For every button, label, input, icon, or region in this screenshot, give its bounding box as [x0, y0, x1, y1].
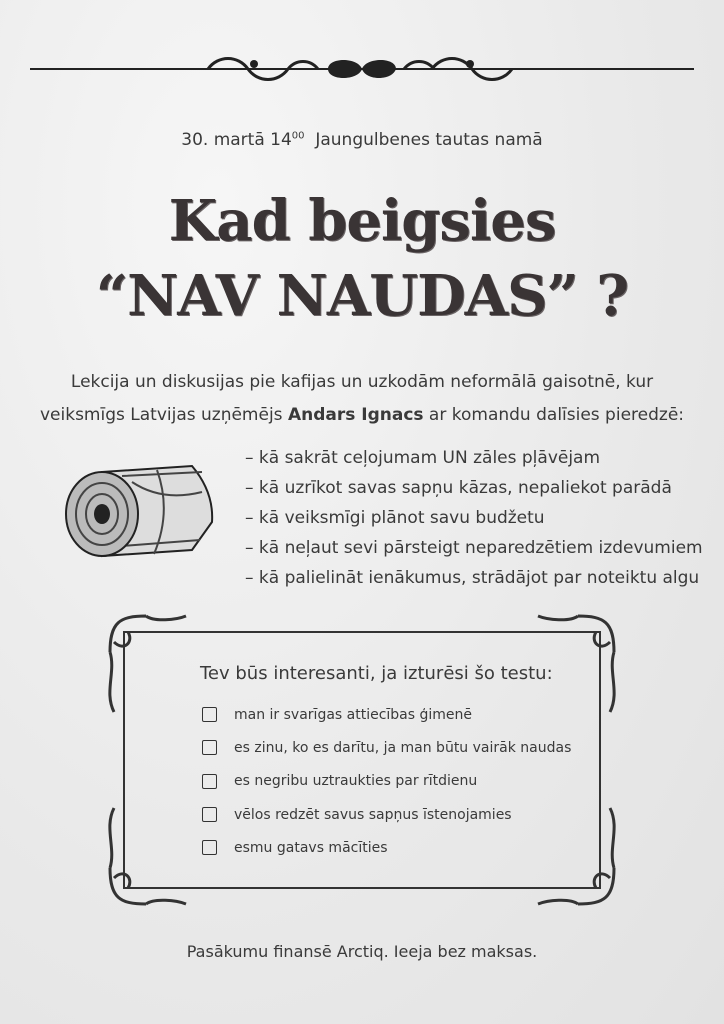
checklist-item[interactable] [202, 731, 571, 764]
benefits-list [245, 443, 703, 593]
list-item: – kā neļaut sevi pārsteigt neparedzētiem izdevumiem [245, 538, 703, 558]
checklist-label: man ir svarīgas attiecības ģimenē [234, 706, 473, 723]
intro-line-2 [0, 405, 724, 425]
list-item: – kā veiksmīgi plānot savu budžetu [245, 508, 545, 528]
intro-line-1: Lekcija un diskusijas pie kafijas un uzkodām neformālā gaisotnē, kur [70, 372, 654, 392]
footer-note: Pasākumu finansē Arctiq. Ieeja bez maksas. [186, 942, 538, 961]
event-place: Jaungulbenes tautas namā [315, 130, 543, 150]
title-line-1: Kad beigsies [168, 188, 556, 254]
checklist-label: es zinu, ko es darītu, ja man būtu vairāk naudas [234, 739, 572, 756]
quiz-heading: Tev būs interesanti, ja izturēsi šo testu: [200, 663, 553, 684]
quiz-checklist [202, 698, 571, 864]
list-item: – kā palielināt ienākumus, strādājot par noteiktu algu [245, 568, 700, 588]
list-item: – kā sakrāt ceļojumam UN zāles pļāvējam [245, 448, 601, 468]
title-line-2: “NAV NAUDAS” ? [95, 263, 629, 329]
checklist-item[interactable] [202, 798, 571, 831]
intro-text: veiksmīgs Latvijas uzņēmējs [39, 405, 288, 425]
event-date: 30. martā 14 [181, 130, 292, 150]
checkbox[interactable] [202, 840, 217, 855]
checklist-label: es negribu uztraukties par rītdienu [234, 773, 478, 790]
checkbox[interactable] [202, 707, 217, 722]
checklist-label: vēlos redzēt savus sapņus īstenojamies [234, 806, 512, 823]
checkbox[interactable] [202, 774, 217, 789]
speaker-name: Andars Ignacs [287, 405, 424, 425]
checklist-label: esmu gatavs mācīties [234, 839, 388, 856]
checklist-item[interactable] [202, 831, 571, 864]
intro-text: ar komandu dalīsies pieredzē: [423, 405, 685, 425]
ornamental-divider [28, 52, 696, 84]
money-roll-icon [62, 462, 218, 562]
checklist-item[interactable] [202, 698, 571, 731]
event-time-minutes: 00 [291, 130, 305, 142]
checklist-item[interactable] [202, 765, 571, 798]
event-date-place [0, 130, 724, 150]
checkbox[interactable] [202, 740, 217, 755]
checkbox[interactable] [202, 807, 217, 822]
list-item: – kā uzrīkot savas sapņu kāzas, nepaliekot parādā [245, 478, 672, 498]
